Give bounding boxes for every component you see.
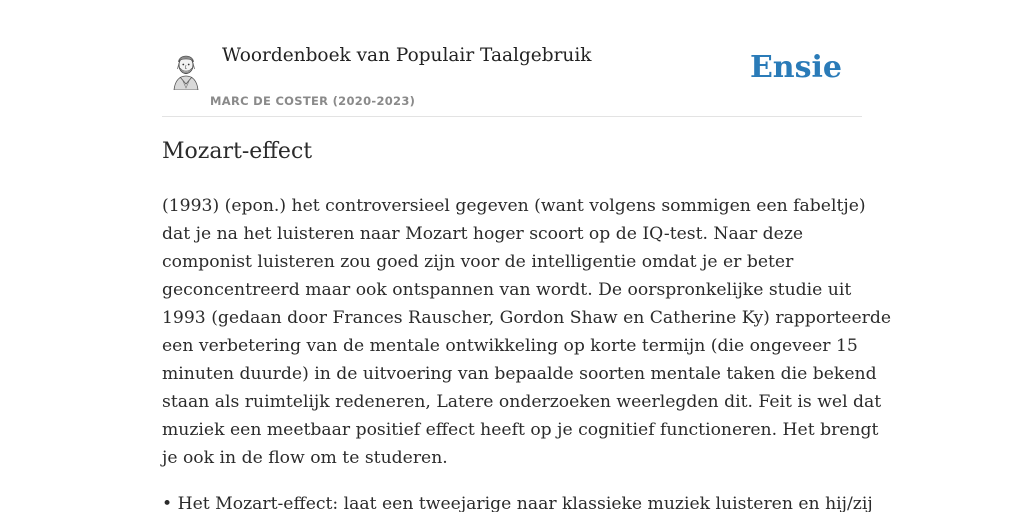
definition-line: staan als ruimtelijk redeneren, Latere onderzoeken weerlegden dit. Feit is wel dat (162, 392, 882, 412)
brand-logo[interactable]: Ensie (749, 50, 842, 85)
author-name[interactable]: MARC DE COSTER (2020-2023) (210, 94, 416, 108)
definition-line: een verbetering van de mentale ontwikkeling op korte termijn (die ongeveer 15 (162, 336, 858, 356)
entry-title: Mozart-effect (162, 139, 313, 164)
definition-line: dat je na het luisteren naar Mozart hoger scoort op de IQ-test. Naar deze (162, 224, 804, 244)
entry-definition (162, 192, 892, 472)
definition-line: geconcentreerd maar ook ontspannen van wordt. De oorspronkelijke studie uit (162, 280, 852, 300)
definition-line: componist luisteren zou goed zijn voor de intelligentie omdat je er beter (162, 252, 794, 272)
header (162, 0, 862, 117)
book-title[interactable]: Woordenboek van Populair Taalgebruik (222, 45, 592, 66)
definition-line: je ook in de flow om te studeren. (162, 448, 448, 468)
definition-line: minuten duurde) in de uitvoering van bepaalde soorten mentale taken die bekend (162, 364, 877, 384)
author-portrait-icon (168, 50, 204, 90)
definition-line: (1993) (epon.) het controversieel gegeven (want volgens sommigen een fabeltje) (162, 196, 866, 216)
definition-line: muziek een meetbaar positief effect heeft op je cognitief functioneren. Het brengt (162, 420, 879, 440)
entry-example: • Het Mozart-effect: laat een tweejarige naar klassieke muziek luisteren en hij/zij (162, 494, 873, 512)
definition-line: 1993 (gedaan door Frances Rauscher, Gordon Shaw en Catherine Ky) rapporteerde (162, 308, 892, 328)
